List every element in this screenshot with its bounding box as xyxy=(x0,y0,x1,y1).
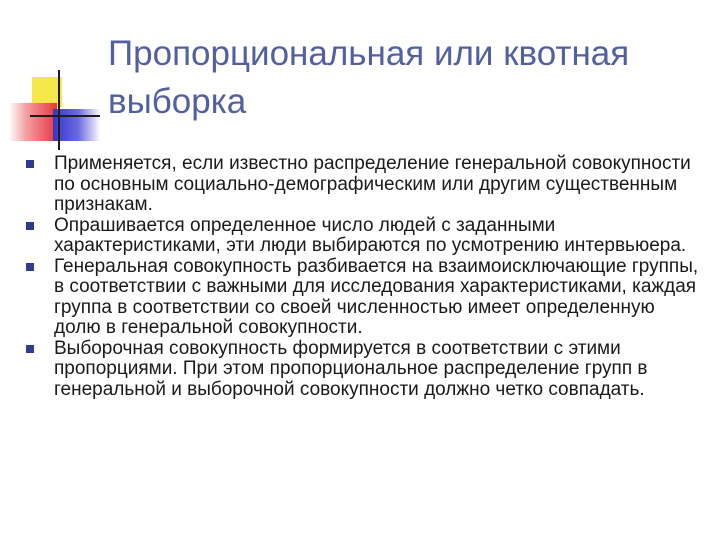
bullet-text: Применяется, если известно распределение генеральной совокупности по основным социально-демографическим или другим существенным признакам. xyxy=(54,153,691,215)
decorative-logo xyxy=(0,0,110,150)
square-bullet-icon xyxy=(26,160,34,168)
list-item xyxy=(24,257,704,339)
list-item xyxy=(24,154,704,216)
bullet-text: Опрашивается определенное число людей с заданными характеристиками, эти люди выбираются по усмотрению интервьюера. xyxy=(54,214,687,256)
horizontal-line xyxy=(30,115,100,117)
square-bullet-icon xyxy=(26,263,34,271)
vertical-line xyxy=(58,70,60,150)
square-bullet-icon xyxy=(26,345,34,353)
list-item xyxy=(24,339,704,401)
slide-title: Пропорциональная или квотная выборка xyxy=(108,34,630,121)
list-item xyxy=(24,216,704,257)
bullet-list xyxy=(24,154,704,400)
bullet-text: Выборочная совокупность формируется в соответствии с этими пропорциями. При этом пропорциональное распределение групп в генеральной и выборочной совокупности должно четко совпадать. xyxy=(54,337,648,400)
bullet-text: Генеральная совокупность разбивается на взаимоисключающие группы, в соответствии с важными для исследования характеристиками, каждая группа в соответствии со своей численностью имеет определенную долю в генеральной совокупности. xyxy=(54,255,699,338)
square-bullet-icon xyxy=(26,222,34,230)
red-square xyxy=(9,103,57,141)
